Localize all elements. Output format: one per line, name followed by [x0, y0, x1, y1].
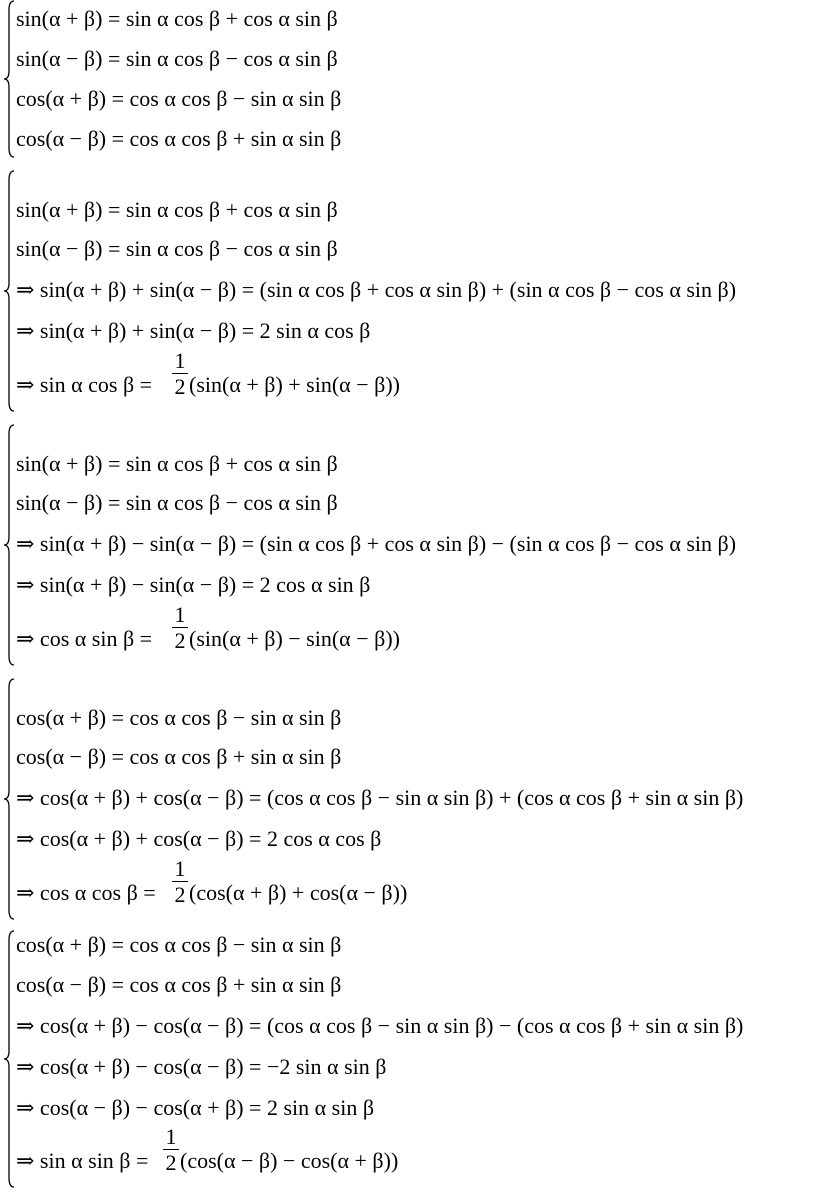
fraction-denominator: 2: [174, 628, 186, 653]
formula-line: sin(α − β) = sin α cos β − cos α sin β: [16, 46, 338, 71]
result-rhs: (cos(α − β) − cos(α + β)): [180, 1148, 399, 1173]
fraction-denominator: 2: [174, 882, 186, 907]
formula-line: cos(α − β) = cos α cos β + sin α sin β: [16, 744, 342, 769]
formula-line: cos(α + β) = cos α cos β − sin α sin β: [16, 705, 342, 730]
fraction-denominator: 2: [174, 374, 186, 399]
formula-line: sin(α + β) = sin α cos β + cos α sin β: [16, 6, 338, 31]
formula-block-4: [0, 678, 821, 923]
formula-block-3: [0, 424, 821, 669]
formula-line: ⇒ cos(α + β) − cos(α − β) = −2 sin α sin β: [16, 1054, 387, 1079]
left-brace-icon: [3, 678, 15, 920]
fraction-one-half: [163, 1126, 179, 1174]
result-lhs: ⇒ sin α sin β =: [16, 1148, 149, 1173]
fraction-numerator: 1: [174, 602, 186, 627]
left-brace-icon: [3, 424, 15, 666]
formula-line: ⇒ sin(α + β) − sin(α − β) = 2 cos α sin β: [16, 572, 371, 597]
fraction-denominator: 2: [165, 1150, 177, 1175]
formula-line: ⇒ sin(α + β) − sin(α − β) = (sin α cos β + cos α sin β) − (sin α cos β − cos α sin β): [16, 531, 737, 556]
formula-line: sin(α + β) = sin α cos β + cos α sin β: [16, 197, 338, 222]
fraction-one-half: [172, 604, 188, 652]
result-rhs: (sin(α + β) − sin(α − β)): [189, 626, 400, 651]
result-lhs: ⇒ cos α cos β =: [16, 880, 156, 905]
left-brace-icon: [3, 930, 15, 1188]
fraction-numerator: 1: [165, 1124, 177, 1149]
formula-line: sin(α − β) = sin α cos β − cos α sin β: [16, 236, 338, 261]
formula-line: cos(α + β) = cos α cos β − sin α sin β: [16, 932, 342, 957]
formula-line: ⇒ sin(α + β) + sin(α − β) = (sin α cos β + cos α sin β) + (sin α cos β − cos α sin β): [16, 277, 737, 302]
formula-line: sin(α − β) = sin α cos β − cos α sin β: [16, 490, 338, 515]
formula-line: ⇒ cos(α + β) + cos(α − β) = (cos α cos β − sin α sin β) + (cos α cos β + sin α sin β): [16, 785, 744, 810]
formula-line: sin(α + β) = sin α cos β + cos α sin β: [16, 451, 338, 476]
formula-line: ⇒ cos(α + β) + cos(α − β) = 2 cos α cos β: [16, 826, 382, 851]
left-brace-icon: [3, 0, 15, 158]
result-lhs: ⇒ sin α cos β =: [16, 372, 153, 397]
formula-line: cos(α + β) = cos α cos β − sin α sin β: [16, 86, 342, 111]
formula-line: cos(α − β) = cos α cos β + sin α sin β: [16, 126, 342, 151]
fraction-numerator: 1: [174, 348, 186, 373]
result-rhs: (cos(α + β) + cos(α − β)): [189, 880, 408, 905]
formula-block-2: [0, 170, 821, 415]
fraction-numerator: 1: [174, 856, 186, 881]
formula-line: ⇒ sin(α + β) + sin(α − β) = 2 sin α cos β: [16, 318, 371, 343]
fraction-one-half: [172, 858, 188, 906]
result-rhs: (sin(α + β) + sin(α − β)): [189, 372, 400, 397]
left-brace-icon: [3, 170, 15, 412]
formula-line: ⇒ cos(α + β) − cos(α − β) = (cos α cos β − sin α sin β) − (cos α cos β + sin α sin β): [16, 1013, 744, 1038]
formula-block-1: [0, 0, 821, 160]
formula-line: ⇒ cos(α − β) − cos(α + β) = 2 sin α sin β: [16, 1095, 375, 1120]
formula-line: cos(α − β) = cos α cos β + sin α sin β: [16, 972, 342, 997]
formula-block-5: [0, 930, 821, 1190]
fraction-one-half: [172, 350, 188, 398]
result-lhs: ⇒ cos α sin β =: [16, 626, 153, 651]
